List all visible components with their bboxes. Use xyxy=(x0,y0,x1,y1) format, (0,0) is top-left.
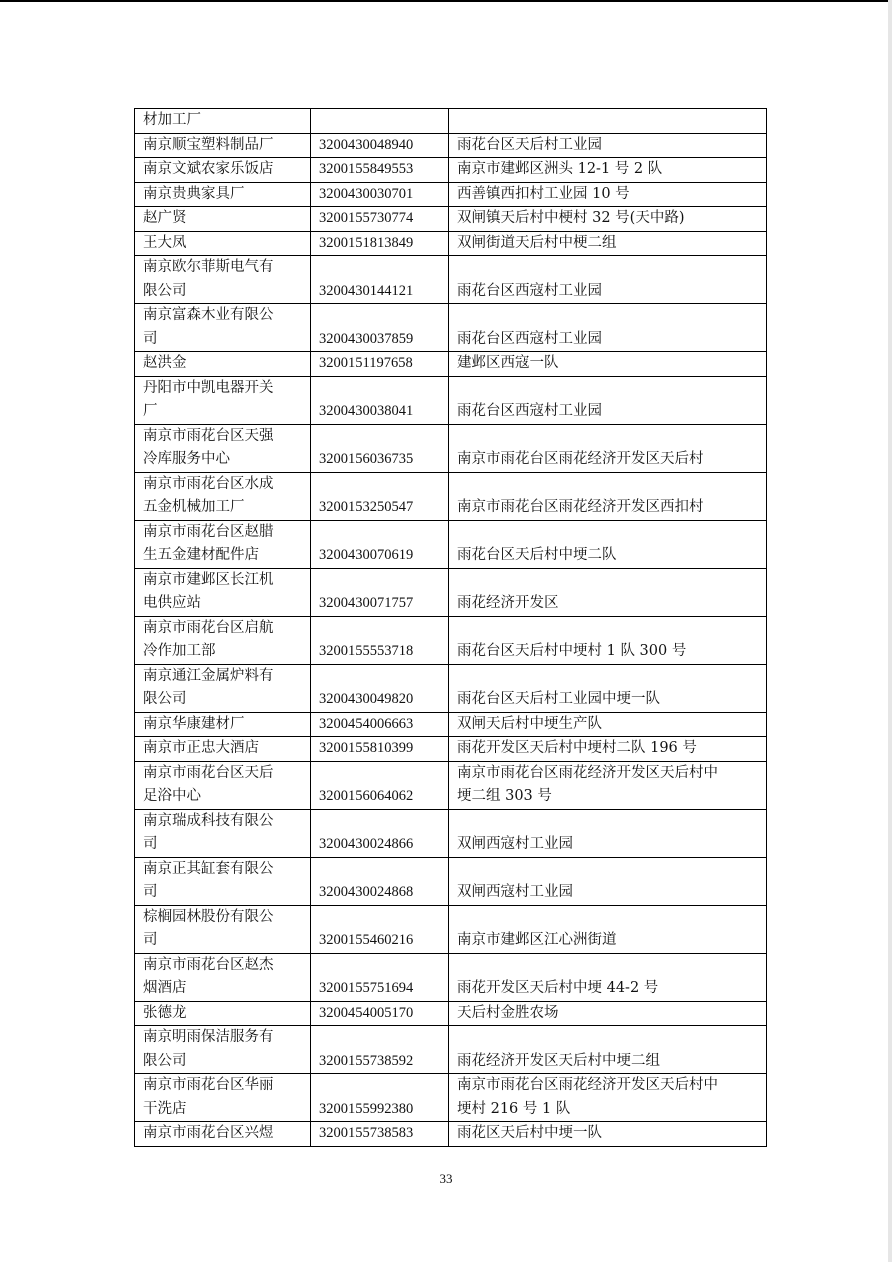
registration-code-cell: 3200151813849 xyxy=(311,231,449,256)
registration-code-cell: 3200155751694 xyxy=(311,953,449,1001)
registration-code-cell: 3200155738592 xyxy=(311,1026,449,1074)
registration-code-cell: 3200155849553 xyxy=(311,158,449,183)
registration-code-cell: 3200155460216 xyxy=(311,905,449,953)
table-row xyxy=(135,616,767,664)
registration-code-cell: 3200430144121 xyxy=(311,256,449,304)
table-row xyxy=(135,568,767,616)
table-row xyxy=(135,905,767,953)
company-name-cell: 南京市雨花台区赵杰 烟酒店 xyxy=(135,953,311,1001)
address-cell: 天后村金胜农场 xyxy=(449,1001,767,1026)
address-cell: 南京市建邺区洲头 12-1 号 2 队 xyxy=(449,158,767,183)
company-name-cell: 南京市雨花台区天后 足浴中心 xyxy=(135,761,311,809)
table-row xyxy=(135,472,767,520)
company-name-cell: 南京市雨花台区华丽 干洗店 xyxy=(135,1074,311,1122)
address-cell: 雨花台区天后村工业园中埂一队 xyxy=(449,664,767,712)
registration-code-cell: 3200155730774 xyxy=(311,207,449,232)
address-cell: 雨花台区天后村工业园 xyxy=(449,133,767,158)
registration-code-cell: 3200430030701 xyxy=(311,182,449,207)
registration-code-cell: 3200430049820 xyxy=(311,664,449,712)
registration-code-cell: 3200430070619 xyxy=(311,520,449,568)
registration-code-cell: 3200454006663 xyxy=(311,712,449,737)
address-cell: 雨花台区西寇村工业园 xyxy=(449,304,767,352)
address-cell: 南京市雨花台区雨花经济开发区天后村 xyxy=(449,424,767,472)
table-row xyxy=(135,256,767,304)
company-name-cell: 南京通江金属炉料有 限公司 xyxy=(135,664,311,712)
address-cell: 双闸天后村中埂生产队 xyxy=(449,712,767,737)
address-cell: 雨花台区天后村中埂村 1 队 300 号 xyxy=(449,616,767,664)
address-cell: 南京市雨花台区雨花经济开发区天后村中 埂二组 303 号 xyxy=(449,761,767,809)
address-cell: 雨花台区西寇村工业园 xyxy=(449,256,767,304)
company-name-cell: 南京华康建材厂 xyxy=(135,712,311,737)
registration-code-cell: 3200155553718 xyxy=(311,616,449,664)
company-name-cell: 赵广贤 xyxy=(135,207,311,232)
registration-code-cell: 3200430071757 xyxy=(311,568,449,616)
registration-code-cell: 3200151197658 xyxy=(311,352,449,377)
address-cell: 雨花区天后村中埂一队 xyxy=(449,1122,767,1147)
address-cell: 建邺区西寇一队 xyxy=(449,352,767,377)
table-row xyxy=(135,1074,767,1122)
table-row xyxy=(135,953,767,1001)
registration-code-cell: 3200155738583 xyxy=(311,1122,449,1147)
company-name-cell: 棕榈园林股份有限公 司 xyxy=(135,905,311,953)
company-name-cell: 丹阳市中凯电器开关 厂 xyxy=(135,376,311,424)
address-cell: 南京市雨花台区雨花经济开发区西扣村 xyxy=(449,472,767,520)
registration-code-cell: 3200156036735 xyxy=(311,424,449,472)
company-name-cell: 南京市正忠大酒店 xyxy=(135,737,311,762)
company-name-cell: 南京欧尔菲斯电气有 限公司 xyxy=(135,256,311,304)
table-row xyxy=(135,761,767,809)
table-row xyxy=(135,231,767,256)
table-row xyxy=(135,352,767,377)
address-cell: 雨花台区天后村中埂二队 xyxy=(449,520,767,568)
table-row xyxy=(135,1001,767,1026)
table-row xyxy=(135,304,767,352)
table-row xyxy=(135,520,767,568)
top-rule xyxy=(0,0,892,2)
company-name-cell: 材加工厂 xyxy=(135,109,311,134)
page-edge-shadow xyxy=(888,0,892,1262)
company-name-cell: 南京市雨花台区启航 冷作加工部 xyxy=(135,616,311,664)
registration-code-cell: 3200430048940 xyxy=(311,133,449,158)
company-name-cell: 南京贵典家具厂 xyxy=(135,182,311,207)
address-cell: 双闸西寇村工业园 xyxy=(449,857,767,905)
company-name-cell: 南京明雨保洁服务有 限公司 xyxy=(135,1026,311,1074)
table-row xyxy=(135,207,767,232)
address-cell: 双闸街道天后村中梗二组 xyxy=(449,231,767,256)
table-body xyxy=(135,109,767,1147)
company-name-cell: 南京市雨花台区天强 冷库服务中心 xyxy=(135,424,311,472)
company-name-cell: 南京文斌农家乐饭店 xyxy=(135,158,311,183)
table-row xyxy=(135,1026,767,1074)
company-name-cell: 南京正其缸套有限公 司 xyxy=(135,857,311,905)
company-name-cell: 南京市雨花台区赵腊 生五金建材配件店 xyxy=(135,520,311,568)
enterprise-table xyxy=(134,108,767,1147)
address-cell: 雨花经济开发区天后村中埂二组 xyxy=(449,1026,767,1074)
address-cell: 雨花经济开发区 xyxy=(449,568,767,616)
address-cell: 双闸西寇村工业园 xyxy=(449,809,767,857)
registration-code-cell: 3200430024868 xyxy=(311,857,449,905)
address-cell: 雨花台区西寇村工业园 xyxy=(449,376,767,424)
table-row xyxy=(135,809,767,857)
address-cell: 雨花开发区天后村中埂 44-2 号 xyxy=(449,953,767,1001)
table-row xyxy=(135,664,767,712)
table-row xyxy=(135,857,767,905)
table-row xyxy=(135,133,767,158)
registration-code-cell xyxy=(311,109,449,134)
address-cell: 西善镇西扣村工业园 10 号 xyxy=(449,182,767,207)
address-cell: 雨花开发区天后村中埂村二队 196 号 xyxy=(449,737,767,762)
registration-code-cell: 3200430024866 xyxy=(311,809,449,857)
address-cell: 南京市雨花台区雨花经济开发区天后村中 埂村 216 号 1 队 xyxy=(449,1074,767,1122)
company-name-cell: 南京瑞成科技有限公 司 xyxy=(135,809,311,857)
registration-code-cell: 3200153250547 xyxy=(311,472,449,520)
table-row xyxy=(135,109,767,134)
table-row xyxy=(135,182,767,207)
company-name-cell: 赵洪金 xyxy=(135,352,311,377)
company-name-cell: 南京市雨花台区兴煜 xyxy=(135,1122,311,1147)
registration-code-cell: 3200454005170 xyxy=(311,1001,449,1026)
registration-code-cell: 3200430038041 xyxy=(311,376,449,424)
company-name-cell: 南京市建邺区长江机 电供应站 xyxy=(135,568,311,616)
table-row xyxy=(135,737,767,762)
registration-code-cell: 3200155810399 xyxy=(311,737,449,762)
table-row xyxy=(135,376,767,424)
company-name-cell: 南京富森木业有限公 司 xyxy=(135,304,311,352)
registration-code-cell: 3200430037859 xyxy=(311,304,449,352)
table-row xyxy=(135,712,767,737)
registration-code-cell: 3200156064062 xyxy=(311,761,449,809)
address-cell: 南京市建邺区江心洲街道 xyxy=(449,905,767,953)
table-row xyxy=(135,424,767,472)
table-row xyxy=(135,158,767,183)
table-row xyxy=(135,1122,767,1147)
registration-code-cell: 3200155992380 xyxy=(311,1074,449,1122)
company-name-cell: 王大凤 xyxy=(135,231,311,256)
company-name-cell: 张德龙 xyxy=(135,1001,311,1026)
company-name-cell: 南京顺宝塑料制品厂 xyxy=(135,133,311,158)
page-number: 33 xyxy=(439,1171,453,1186)
company-name-cell: 南京市雨花台区水成 五金机械加工厂 xyxy=(135,472,311,520)
address-cell xyxy=(449,109,767,134)
address-cell: 双闸镇天后村中梗村 32 号(天中路) xyxy=(449,207,767,232)
